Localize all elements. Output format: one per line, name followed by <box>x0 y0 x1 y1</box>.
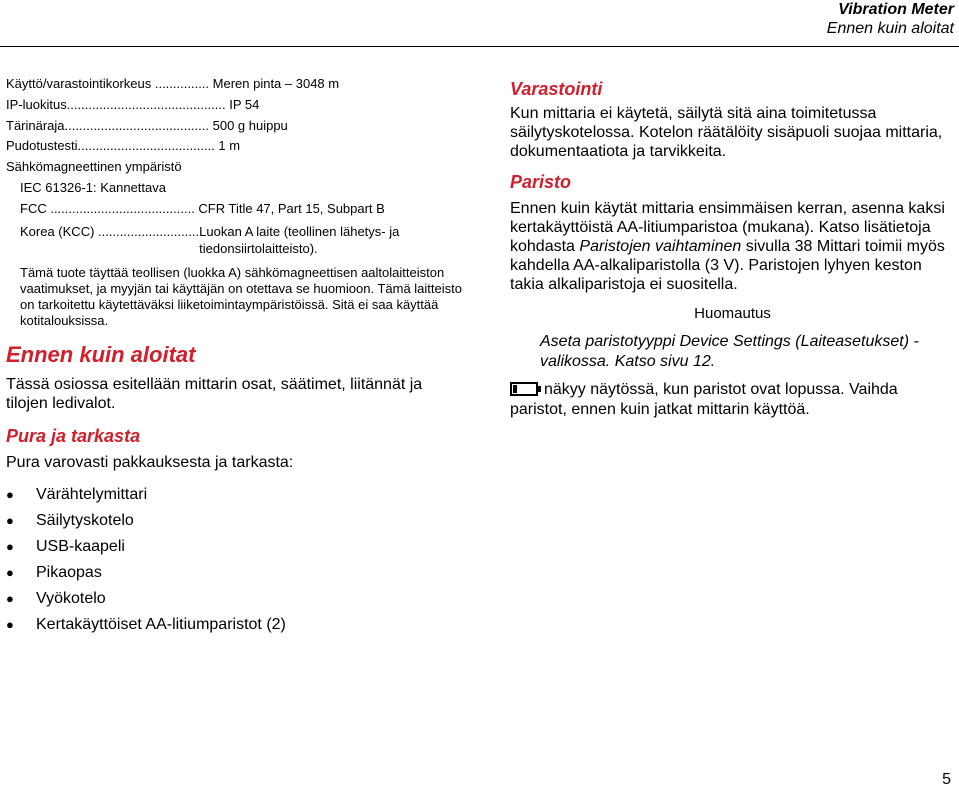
spec-iec: IEC 61326-1: Kannettava <box>20 179 166 195</box>
spec-emc-heading: Sähkömagneettinen ympäristö <box>6 159 182 175</box>
list-item: ● USB-kaapeli <box>6 534 466 560</box>
bullet-icon: ● <box>6 512 14 528</box>
battery-heading: Paristo <box>510 172 572 192</box>
storage-heading: Varastointi <box>510 79 603 99</box>
storage-text: Kun mittaria ei käytetä, säilytä sitä aina toimitetussa säilytyskotelossa. Kotelon räätälöity sisäpuoli suojaa mittaria, dokumentaatiota ja tarvikkeita. <box>510 105 943 160</box>
before-intro: Tässä osiossa esitellään mittarin osat, säätimet, liitännät ja tilojen ledivalot. <box>6 375 423 412</box>
battery-replace-link[interactable]: Paristojen vaihtaminen <box>579 238 742 255</box>
bullet-icon: ● <box>6 590 14 606</box>
list-item: ● Pikaopas <box>6 560 466 586</box>
spec-korea-key: Korea (KCC) ............................ <box>20 223 200 239</box>
battery-text: Ennen kuin käytät mittaria ensimmäisen kerran, asenna kaksi kertakäyttöistä AA-litiumparistoa (mukana). Katso lisätietoja kohdasta Paristojen vaihtaminen sivulla 38 Mittari toimii myös kahdella AA-alkaliparistolla (3 V). Paristojen lyhyen keston takia alkaliparistoja ei suositella. <box>510 200 945 293</box>
spec-ip: IP-luokitus............................................ IP 54 <box>6 96 260 112</box>
unpack-heading: Pura ja tarkasta <box>6 425 141 446</box>
low-battery-icon <box>510 382 538 396</box>
list-item: ● Kertakäyttöiset AA-litiumparistot (2) <box>6 612 466 638</box>
notice-body: Aseta paristotyyppi Device Settings (Laiteasetukset) -valikossa. Katso sivu 12. <box>540 333 919 370</box>
left-column <box>6 74 466 638</box>
unpack-list <box>6 482 466 638</box>
bullet-icon: ● <box>6 486 14 502</box>
low-battery-line <box>510 380 955 420</box>
bullet-icon: ● <box>6 564 14 580</box>
low-battery-text: näkyy näytössä, kun paristot ovat lopussa. Vaihda paristot, ennen kuin jatkat mittarin käyttöä. <box>510 381 898 418</box>
spec-drop: Pudotustesti...................................... 1 m <box>6 138 241 154</box>
list-item: ● Säilytyskotelo <box>6 508 466 534</box>
emc-note <box>6 265 466 329</box>
list-item: ● Värähtelymittari <box>6 482 466 508</box>
notice-heading: Huomautus <box>694 305 771 322</box>
spec-altitude: Käyttö/varastointikorkeus ............... Meren pinta – 3048 m <box>6 76 340 91</box>
spec-korea-value: Luokan A laite (teollinen lähetys- ja tiedonsiirtolaitteisto). <box>199 223 400 256</box>
spec-shock: Tärinäraja........................................ 500 g huippu <box>6 117 288 133</box>
page-header <box>827 0 954 38</box>
bullet-icon: ● <box>6 616 14 632</box>
unpack-intro: Pura varovasti pakkauksesta ja tarkasta: <box>6 453 294 471</box>
spec-fcc: FCC ........................................ CFR Title 47, Part 15, Subpart B <box>20 200 385 216</box>
spec-korea <box>6 223 466 257</box>
right-column <box>510 78 955 420</box>
header-rule <box>0 46 959 47</box>
page-number: 5 <box>942 771 951 788</box>
emc-note-text: Tämä tuote täyttää teollisen (luokka A) sähkömagneettisen aaltolaitteiston vaatimukset, ja myyjän tai käyttäjän on otettava se huomioon. Tämä laitteisto on tarkoitettu käytettäväksi liiketoimintaympäristöissä. Sitä ei saa käyttää kotitalouksissa. <box>20 264 462 328</box>
before-heading: Ennen kuin aloitat <box>6 341 196 367</box>
bullet-icon: ● <box>6 538 14 554</box>
manual-title: Vibration Meter <box>838 1 954 18</box>
section-title: Ennen kuin aloitat <box>826 20 954 37</box>
list-item: ● Vyökotelo <box>6 586 466 612</box>
